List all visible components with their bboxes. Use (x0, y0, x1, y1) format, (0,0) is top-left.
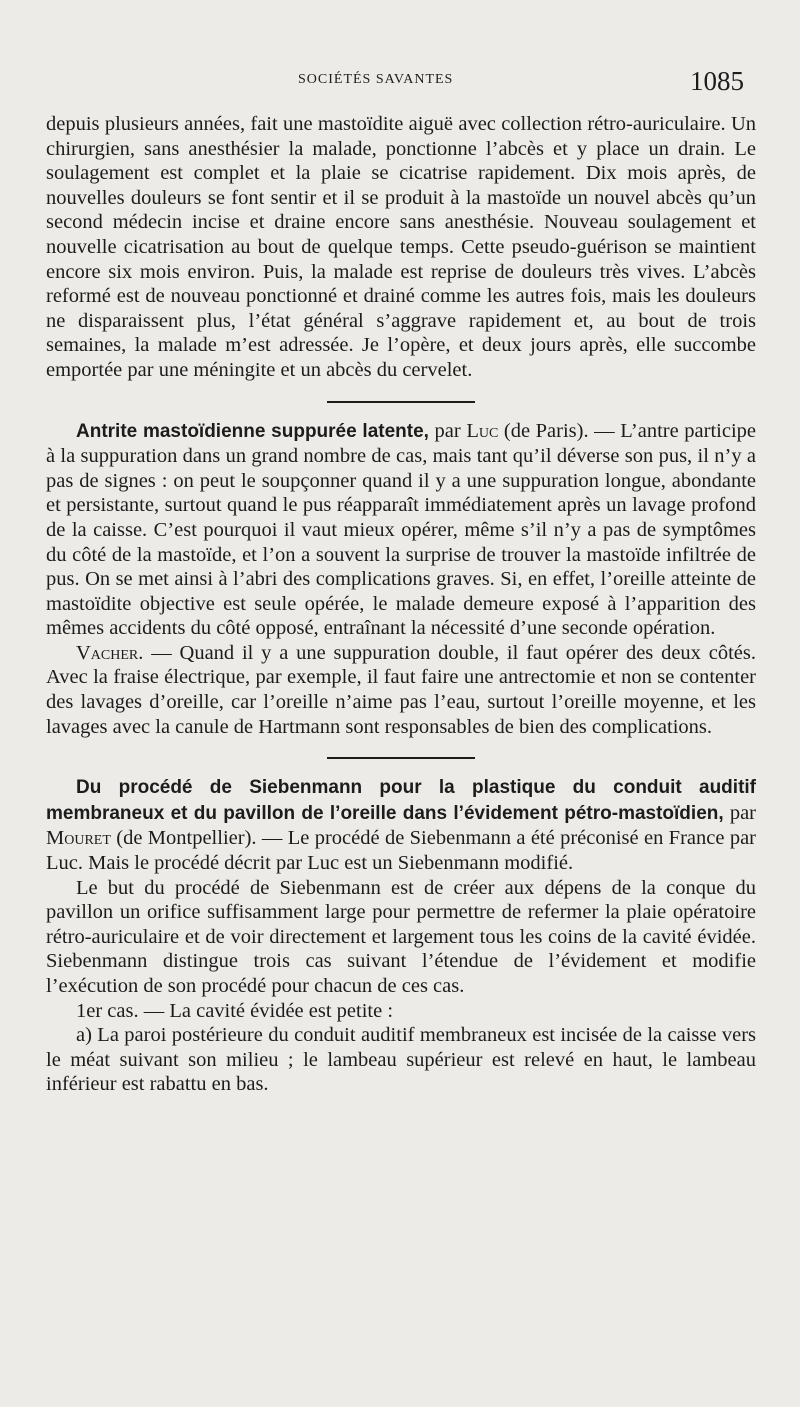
section-divider (327, 757, 475, 759)
paragraph-vacher (46, 641, 756, 739)
paragraph-luc-text: (de Paris). — L’antre participe à la suppuration dans un grand nombre de cas, mais tant qu’il déverse son pus, il n’y a pas de signes : on peut le soupçonner quand il y a une suppuration longue, abondante et persistante, surtout quand le pus réapparaît immédiatement après un lavage profond de la caisse. C’est pourquoi il vaut mieux opérer, même s’il n’y a pas de symptômes du côté de la mastoïde, et l’on a souvent la surprise de trouver la mastoïde infiltrée de pus. On se met ainsi à l’abri des complications graves. Si, en effet, l’oreille atteinte de mastoïdite objective est seule opérée, le malade demeure exposé à l’apparition des mêmes accidents du côté opposé, entraînant la nécessité d’une seconde opération. (46, 419, 756, 640)
paragraph-continuation: depuis plusieurs années, fait une mastoïdite aiguë avec collection rétro-auriculaire. Un chirurgien, sans anesthésier la malade, ponctionne l’abcès et y place un drain. Le soulagement est complet et la plaie se cicatrise rapidement. Dix mois après, de nouvelles douleurs se font sentir et il se produit à la mastoïde un nouvel abcès qu’un second médecin incise et draine encore sans anesthésie. Nouveau soulagement et nouvelle cicatrisation au bout de quelque temps. Cette pseudo-guérison se maintient encore six mois environ. Puis, la malade est reprise de douleurs très vives. L’abcès reformé est de nouveau ponctionné et drainé comme les autres fois, mais les douleurs ne disparaissent plus, l’état général s’aggrave rapidement et, au bout de trois semaines, la malade m’est adressée. Je l’opère, et deux jours après, elle succombe emportée par une méningite et un abcès du cervelet. (46, 113, 756, 381)
paragraph-a: a) La paroi postérieure du conduit auditif membraneux est incisée de la caisse vers le méat suivant son milieu ; le lambeau supérieur est relevé en haut, le lambeau inférieur est rabattu en bas. (46, 1024, 756, 1096)
paragraph-luc (46, 419, 756, 641)
paragraph-mouret (46, 775, 756, 875)
running-title: SOCIÉTÉS SAVANTES (298, 72, 454, 87)
section-title-siebenmann: Du procédé de Siebenmann pour la plastique du conduit auditif membraneux et du pavillon de l’oreille dans l’évidement pétro-mastoïdien, (46, 777, 756, 824)
author-luc: Luc (466, 419, 499, 442)
paragraph-vacher-text: — Quand il y a une suppuration double, il faut opérer des deux côtés. Avec la fraise électrique, par exemple, il faut faire une antrectomie et non se contenter des lavages d’oreille, car l’oreille n’aime pas l’eau, surtout l’oreille moyenne, et les lavages avec la canule de Hartmann sont responsables de bien des complications. (46, 641, 756, 738)
par-text: par (428, 419, 467, 442)
section-title-antrite: Antrite mastoïdienne suppurée latente, (76, 420, 429, 442)
running-head (0, 66, 800, 106)
section-divider (327, 401, 475, 403)
paragraph-mouret-text: (de Montpellier). — Le procédé de Siebenmann a été préconisé en France par Luc. Mais le procédé décrit par Luc est un Siebenmann modifié. (46, 827, 756, 875)
paragraph-premier-cas: 1er cas. — La cavité évidée est petite : (76, 999, 394, 1022)
paragraph-but: Le but du procédé de Siebenmann est de créer aux dépens de la conque du pavillon un orifice suffisamment large pour permettre de refermer la plaie opératoire rétro-auriculaire et de voir directement et largement tous les coins de la cavité évidée. Siebenmann distingue trois cas suivant l’étendue de l’évidement et modifie l’exécution de son procédé pour chacun de ces cas. (46, 876, 756, 997)
par-text: par (723, 801, 756, 824)
speaker-vacher: Vacher. (76, 641, 144, 664)
body-text (46, 112, 756, 1097)
page-number: 1085 (690, 66, 744, 96)
author-mouret: Mouret (46, 827, 111, 850)
